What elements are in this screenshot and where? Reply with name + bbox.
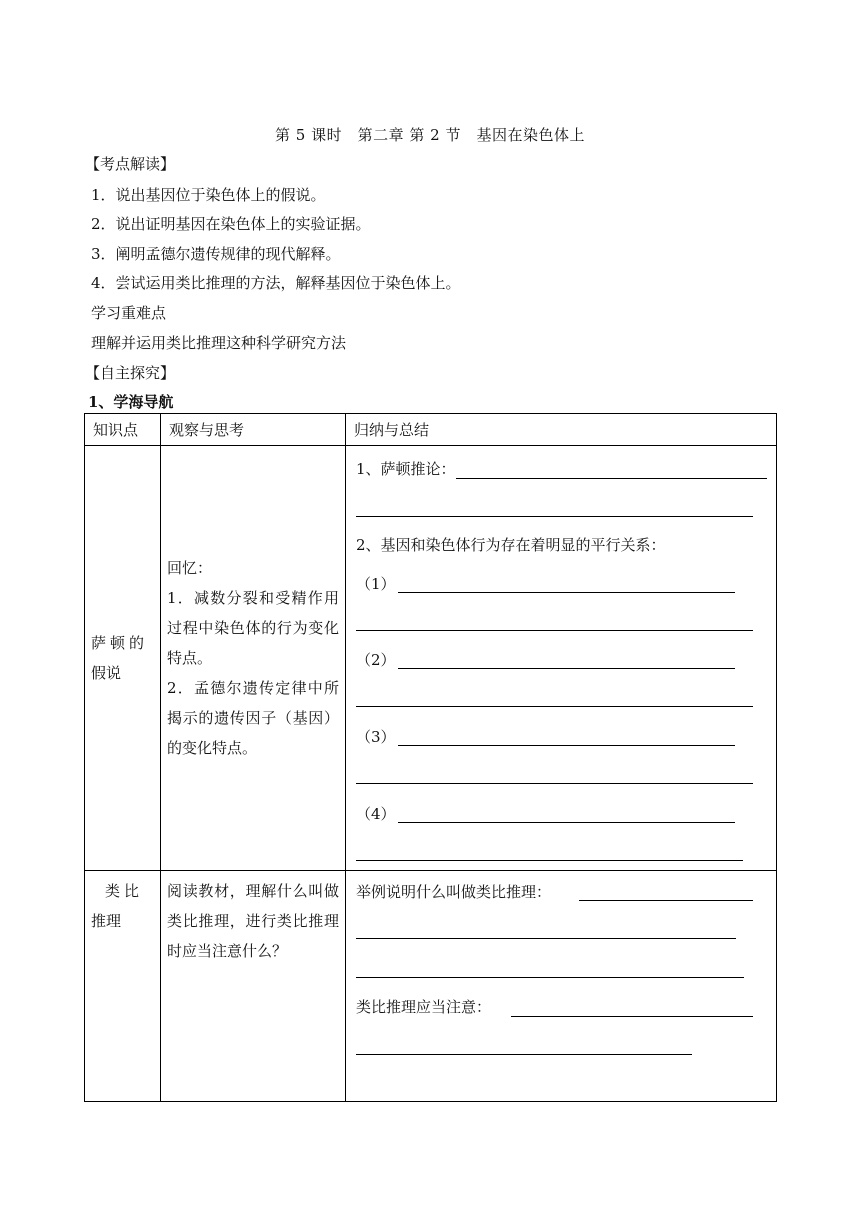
obs-item-1: 1．减数分裂和受精作用过程中染色体的行为变化特点。 [167, 589, 339, 667]
blank-line[interactable] [356, 977, 744, 978]
blank-line[interactable] [398, 822, 735, 823]
blank-line[interactable] [356, 516, 753, 517]
blank-line[interactable] [356, 706, 753, 707]
obs-recall: 回忆： [167, 559, 213, 577]
col-header-guina: 归纳与总结 [346, 414, 777, 446]
obs-cell-leibi: 阅读教材，理解什么叫做类比推理，进行类比推理时应当注意什么？ [161, 871, 346, 1102]
obs-item-2: 2．孟德尔遗传定律中所揭示的遗传因子（基因）的变化特点。 [167, 679, 339, 757]
blank-line[interactable] [579, 900, 753, 901]
blank-line[interactable] [398, 668, 735, 669]
zizhu-heading: 【自主探究】 [85, 364, 176, 382]
sum-point-3: （3） [356, 728, 396, 746]
kaodian-item-2: 2．说出证明基因在染色体上的实验证据。 [91, 215, 371, 233]
col-header-zhishidian: 知识点 [85, 414, 161, 446]
row-label-sadun-line2: 假说 [91, 664, 122, 682]
blank-line[interactable] [456, 478, 767, 479]
sum-point-2: （2） [356, 651, 396, 669]
obs-cell-sadun [161, 446, 346, 871]
zhongnan-text: 理解并运用类比推理这种科学研究方法 [91, 334, 347, 352]
page-title: 第 5 课时 第二章 第 2 节 基因在染色体上 [275, 126, 585, 144]
navigation-table [84, 413, 777, 1102]
sum-leibi-example: 举例说明什么叫做类比推理： [356, 883, 552, 901]
row-label-sadun [85, 446, 161, 871]
summary-cell-sadun [346, 446, 777, 871]
blank-line[interactable] [356, 860, 743, 861]
section-heading-xuehai: 1、学海导航 [88, 393, 174, 411]
blank-line[interactable] [356, 783, 753, 784]
sum-point-1: （1） [356, 575, 396, 593]
sum-parallel-relation: 2、基因和染色体行为存在着明显的平行关系： [356, 536, 666, 554]
kaodian-item-1: 1．说出基因位于染色体上的假说。 [91, 186, 326, 204]
row-label-leibi-line1: 类比 [105, 882, 144, 900]
summary-cell-leibi [346, 871, 777, 1102]
blank-line[interactable] [356, 1054, 692, 1055]
blank-line[interactable] [356, 630, 753, 631]
sum-sadun-inference: 1、萨顿推论： [356, 460, 456, 478]
zhongnan-heading: 学习重难点 [91, 304, 167, 322]
kaodian-item-4: 4．尝试运用类比推理的方法，解释基因位于染色体上。 [91, 274, 461, 292]
col-header-guancha: 观察与思考 [161, 414, 346, 446]
row-label-leibi [85, 871, 161, 1102]
kaodian-heading: 【考点解读】 [85, 155, 176, 173]
row-label-sadun-line1: 萨顿的 [91, 634, 149, 652]
sum-leibi-notice: 类比推理应当注意： [356, 998, 492, 1016]
row-label-leibi-line2: 推理 [91, 912, 122, 930]
kaodian-item-3: 3．阐明孟德尔遗传规律的现代解释。 [91, 245, 341, 263]
blank-line[interactable] [398, 592, 735, 593]
blank-line[interactable] [356, 938, 736, 939]
blank-line[interactable] [511, 1016, 753, 1017]
sum-point-4: （4） [356, 805, 396, 823]
blank-line[interactable] [398, 745, 735, 746]
